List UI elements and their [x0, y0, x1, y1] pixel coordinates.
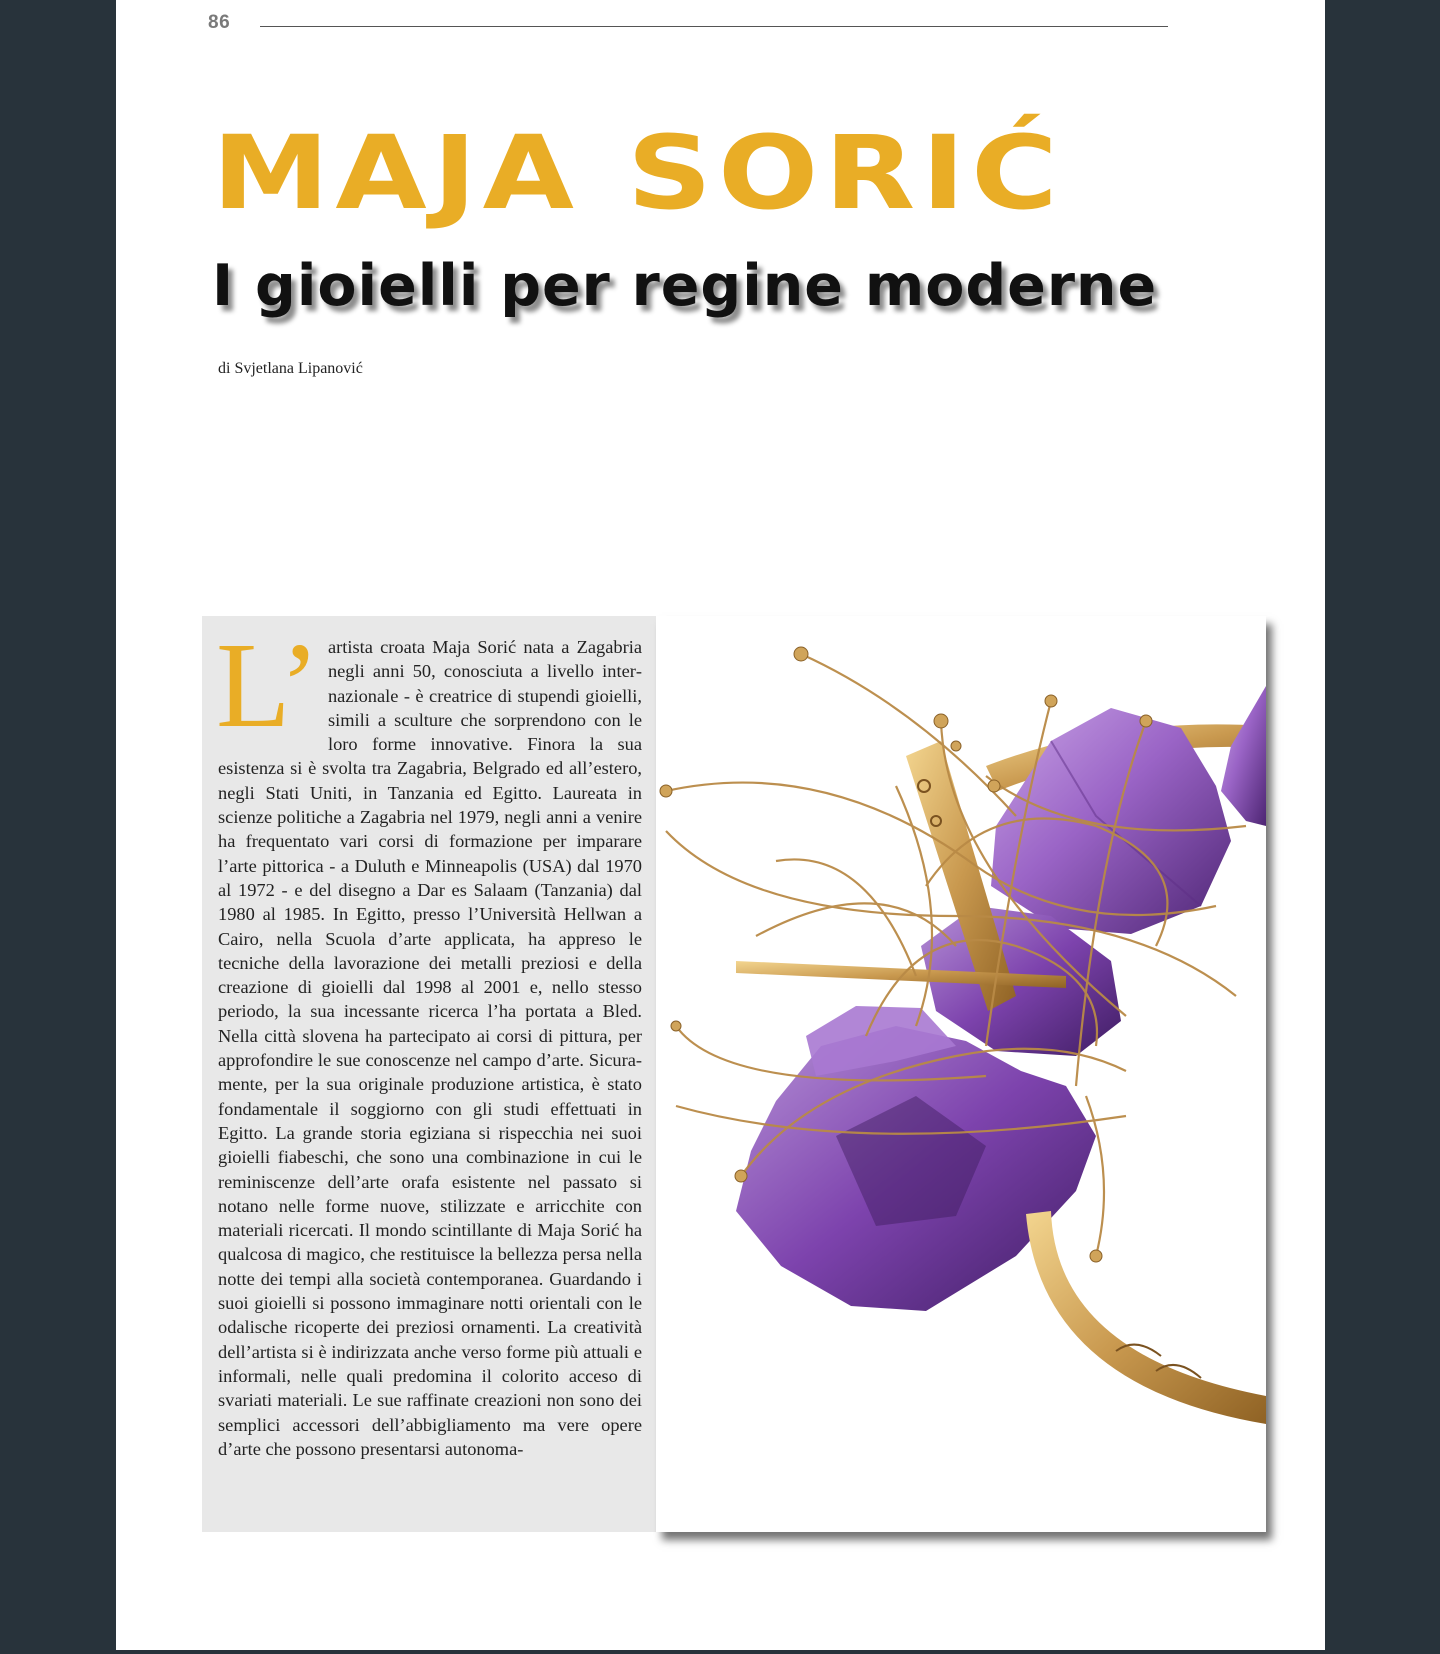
jewelry-photo — [656, 616, 1266, 1532]
text-column — [202, 616, 656, 1532]
article-section — [202, 616, 1282, 1532]
drop-cap: L’ — [216, 618, 320, 753]
article-body — [216, 618, 642, 1461]
magazine-page — [116, 0, 1325, 1650]
article-title: MAJA SORIĆ — [212, 113, 1064, 233]
header-rule — [260, 26, 1168, 27]
page-number: 86 — [208, 12, 231, 33]
jewelry-illustration — [656, 616, 1266, 1532]
article-body-text: artista croata Maja Sorić nata a Zagabria negli anni 50, conosciuta a livello internazionale - è creatrice di stupendi gioielli, simili a sculture che sorprendono con le loro forme innovative. Finora la sua esistenza si è svolta tra Zagabria, Belgrado ed all’estero, negli Stati Uniti, in Tanzania ed Egitto. Laureata in scienze politiche a Zagabria nel 1979, negli anni a venire ha frequentato vari corsi di formazione per imparare l’arte pittorica - a Duluth e Minneapolis (USA) dal 1970 al 1972 - e del disegno a Dar es Salaam (Tanzania) dal 1980 al 1985. In Egitto, presso l’Università Hellwan a Cairo, nella Scuola d’arte applicata, ha appreso le tecniche della lavorazione dei metalli preziosi e della creazione di gioielli dal 1998 al 2001 e, nello stesso periodo, la sua incessante ricerca l’ha portata a Bled. Nella città slovena ha partecipato ai corsi di pittura, per approfondire le sue conoscenze nel campo d’arte. Sicuramente, per la sua originale produzione artistica, è stato fondamentale il soggiorno con gli studi effettuati in Egitto. La grande storia egiziana si rispecchia nei suoi gioielli fiabeschi, che sono una combinazione in cui le reminiscenze dell’arte orafa esistente nel passato si notano nelle forme nuove, stilizzate e arricchite con materiali ricercati. Il mondo scintillante di Maja Sorić ha qualcosa di magico, che restituisce la bellezza persa nella notte dei tempi alla società contemporanea. Guardando i suoi gioielli si possono immaginare notti orientali con le odalische ricoperte dei preziosi ornamenti. La creatività dell’artista si è indirizzata anche verso forme più attuali e informali, nelle quali predomina il colorito acceso di svariati materiali. Le sue raffinate creazioni non sono dei semplici accessori dell’abbigliamento ma vere opere d’arte che possono presentarsi autonoma- — [218, 637, 642, 1459]
author-byline: di Svjetlana Lipanović — [218, 360, 363, 377]
article-subtitle: I gioielli per regine moderne — [212, 253, 1158, 319]
